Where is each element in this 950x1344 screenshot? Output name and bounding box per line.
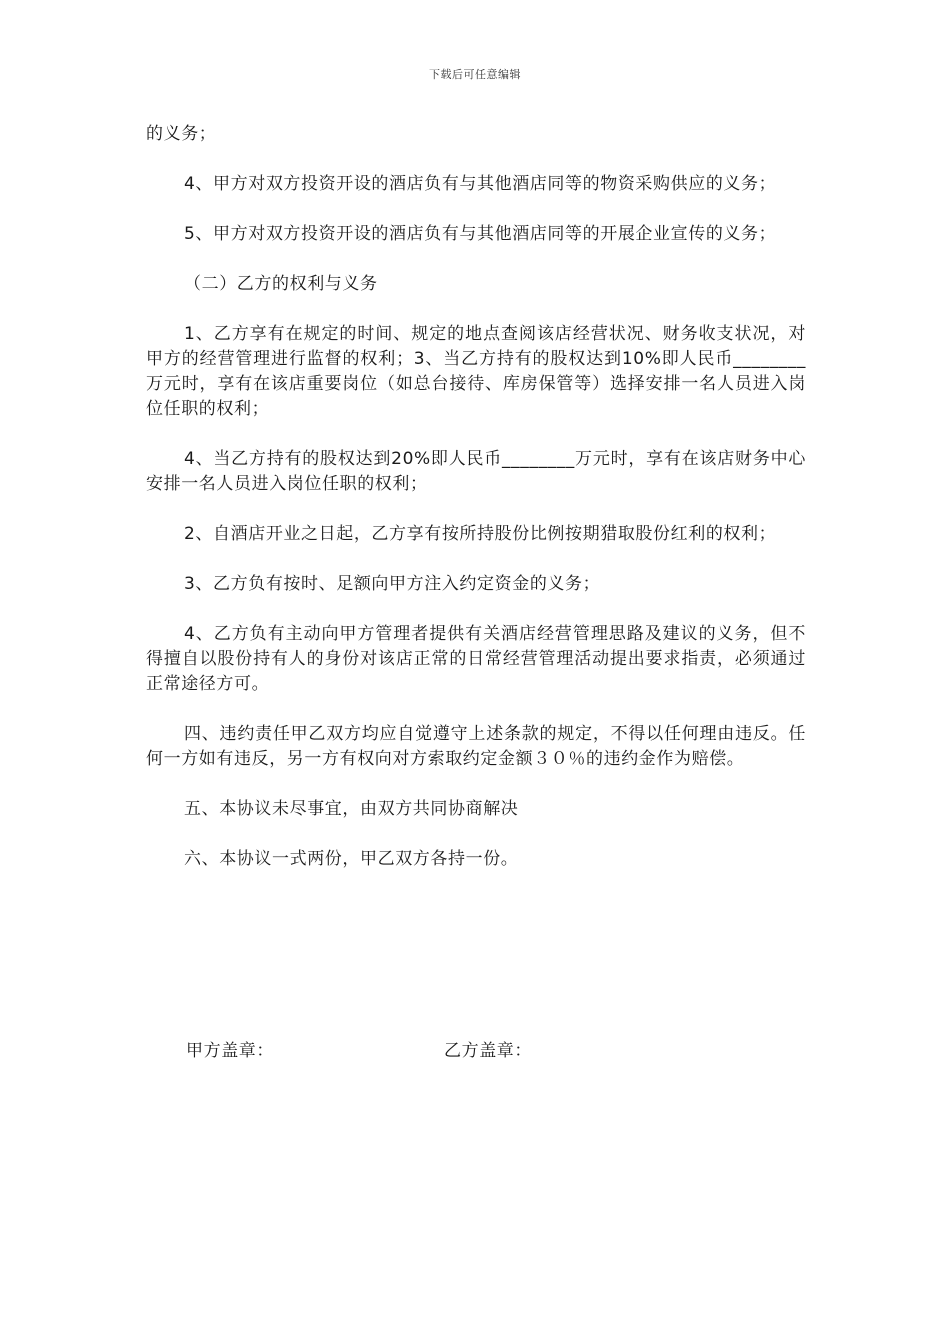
- paragraph-obligation-continued: 的义务；: [146, 124, 217, 144]
- paragraph-party-a-procurement: 4、甲方对双方投资开设的酒店负有与其他酒店同等的物资采购供应的义务；: [184, 174, 777, 194]
- party-a-seal-label: 甲方盖章：: [186, 1041, 274, 1061]
- signature-block: [186, 1036, 786, 1062]
- paragraph-party-b-funding: 3、乙方负有按时、足额向甲方注入约定资金的义务；: [184, 574, 601, 594]
- paragraph-party-b-dividends: 2、自酒店开业之日起，乙方享有按所持股份比例按期猎取股份红利的权利；: [184, 524, 777, 544]
- page-header: 下载后可任意编辑: [429, 68, 521, 81]
- paragraph-party-b-inspection: 1、乙方享有在规定的时间、规定的地点查阅该店经营状况、财务收支状况，对甲方的经营管理进行监督的权利；3、当乙方持有的股权达到10%即人民币________万元时，享有在该店重要岗位（如总台接待、库房保管等）选择安排一名人员进入岗位任职的权利；: [146, 324, 806, 419]
- paragraph-unresolved-matters: 五、本协议未尽事宜，由双方共同协商解决: [184, 799, 519, 819]
- paragraph-party-a-promotion: 5、甲方对双方投资开设的酒店负有与其他酒店同等的开展企业宣传的义务；: [184, 224, 777, 244]
- document-body: [146, 122, 806, 897]
- party-b-seal-label: 乙方盖章：: [444, 1041, 532, 1061]
- paragraph-party-b-finance-post: 4、当乙方持有的股权达到20%即人民币________万元时，享有在该店财务中心安排一名人员进入岗位任职的权利；: [146, 449, 806, 494]
- paragraph-copies: 六、本协议一式两份，甲乙双方各持一份。: [184, 849, 519, 869]
- paragraph-breach-liability: 四、违约责任甲乙双方均应自觉遵守上述条款的规定，不得以任何理由违反。任何一方如有违反，另一方有权向对方索取约定金额３０％的违约金作为赔偿。: [146, 724, 806, 769]
- paragraph-party-b-advice: 4、乙方负有主动向甲方管理者提供有关酒店经营管理思路及建议的义务，但不得擅自以股份持有人的身份对该店正常的日常经营管理活动提出要求指责，必须通过正常途径方可。: [146, 624, 806, 694]
- section-heading-party-b-rights: （二）乙方的权利与义务: [184, 274, 378, 294]
